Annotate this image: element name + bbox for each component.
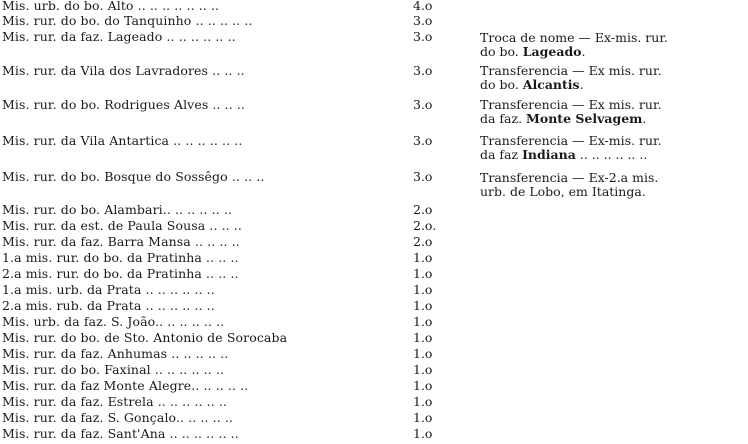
entry-description: Mis. rur. da est. de Paula Sousa .. .. .. (2, 218, 242, 233)
note-line (480, 45, 748, 59)
entry-note (480, 64, 748, 92)
entry-note (480, 31, 748, 59)
note-text: . (581, 44, 586, 59)
note-emphasis: Lageado (522, 44, 582, 59)
note-line: Transferencia — Ex mis. rur. (480, 63, 662, 78)
note-line: urb. de Lobo, em Itatinga. (480, 184, 646, 199)
entry-value: 1.o (413, 426, 433, 441)
entry-description: Mis. urb. do bo. Alto .. .. .. .. .. .. .. (2, 0, 220, 13)
entry-value: 1.o (413, 282, 433, 297)
note-text: da faz. (480, 111, 527, 126)
note-emphasis: Monte Selvagem (526, 111, 643, 126)
entry-note (480, 98, 748, 126)
note-line: Troca de nome — Ex-mis. rur. (480, 30, 668, 45)
entry-description: Mis. rur. do bo. Alambari.. .. .. .. .. .. (2, 202, 232, 217)
note-text: . (642, 111, 647, 126)
entry-value: 1.o (413, 346, 433, 361)
entry-value: 2.o (413, 202, 433, 217)
note-line: Transferencia — Ex mis. rur. (480, 97, 662, 112)
entry-description: Mis. rur. da Vila Antartica .. .. .. .. .. .. (2, 133, 243, 148)
note-emphasis: Alcantis (522, 77, 580, 92)
entry-description: Mis. rur. da faz. Estrela .. .. .. .. .. .. (2, 394, 227, 409)
entry-value: 1.o (413, 266, 433, 281)
entry-description: Mis. rur. do bo. do Tanquinho .. .. .. .. .. (2, 13, 253, 28)
note-text: da faz (480, 147, 523, 162)
entry-description: Mis. rur. do bo. de Sto. Antonio de Sorocaba (2, 330, 288, 345)
entry-description: Mis. rur. da Vila dos Lavradores .. .. .. (2, 63, 245, 78)
entry-description: 1.a mis. urb. da Prata .. .. .. .. .. .. (2, 282, 215, 297)
entry-value: 1.o (413, 298, 433, 313)
entry-value: 3.o (413, 29, 433, 44)
entry-value: 2.o (413, 234, 433, 249)
entry-value: 4.o (413, 0, 433, 13)
entry-value: 2.o. (413, 218, 437, 233)
note-emphasis: Indiana (522, 147, 576, 162)
entry-value: 3.o (413, 97, 433, 112)
note-text: .. .. .. .. .. .. (575, 147, 648, 162)
entry-description: Mis. rur. do bo. Faxinal .. .. .. .. .. .. (2, 362, 225, 377)
entry-description: Mis. rur. da faz. S. Gonçalo.. .. .. .. .. (2, 410, 233, 425)
note-text: . (579, 77, 584, 92)
entry-description: Mis. rur. da faz. Lageado .. .. .. .. .. .. (2, 29, 236, 44)
entry-value: 1.o (413, 330, 433, 345)
entry-value: 1.o (413, 362, 433, 377)
entry-note (480, 171, 748, 199)
entry-description: Mis. rur. da faz. Sant'Ana .. .. .. .. .. .. (2, 426, 239, 441)
entry-description: 2.a mis. rur. do bo. da Pratinha .. .. .. (2, 266, 239, 281)
note-line: Transferencia — Ex-mis. rur. (480, 133, 662, 148)
entry-description: Mis. rur. da faz. Anhumas .. .. .. .. .. (2, 346, 229, 361)
entry-description: Mis. rur. da faz Monte Alegre.. .. .. .. .. (2, 378, 249, 393)
entry-value: 1.o (413, 410, 433, 425)
entry-value: 1.o (413, 250, 433, 265)
entry-description: Mis. rur. do bo. Rodrigues Alves .. .. .. (2, 97, 245, 112)
entry-value: 3.o (413, 63, 433, 78)
note-line (480, 148, 748, 162)
entry-value: 1.o (413, 394, 433, 409)
entry-value: 3.o (413, 169, 433, 184)
entry-note (480, 134, 748, 162)
note-line (480, 78, 748, 92)
entry-description: 1.a mis. rur. do bo. da Pratinha .. .. .. (2, 250, 239, 265)
entry-description: Mis. urb. da faz. S. João.. .. .. .. .. .. (2, 314, 225, 329)
note-text: do bo. (480, 77, 523, 92)
entry-description: 2.a mis. rub. da Prata .. .. .. .. .. .. (2, 298, 215, 313)
note-line (480, 112, 748, 126)
entry-description: Mis. rur. da faz. Barra Mansa .. .. .. .. (2, 234, 240, 249)
entry-description: Mis. rur. do bo. Bosque do Sossêgo .. .. .. (2, 169, 265, 184)
note-line: Transferencia — Ex-2.a mis. (480, 170, 659, 185)
entry-value: 1.o (413, 314, 433, 329)
note-text: do bo. (480, 44, 523, 59)
entry-value: 3.o (413, 13, 433, 28)
entry-value: 3.o (413, 133, 433, 148)
entry-value: 1.o (413, 378, 433, 393)
